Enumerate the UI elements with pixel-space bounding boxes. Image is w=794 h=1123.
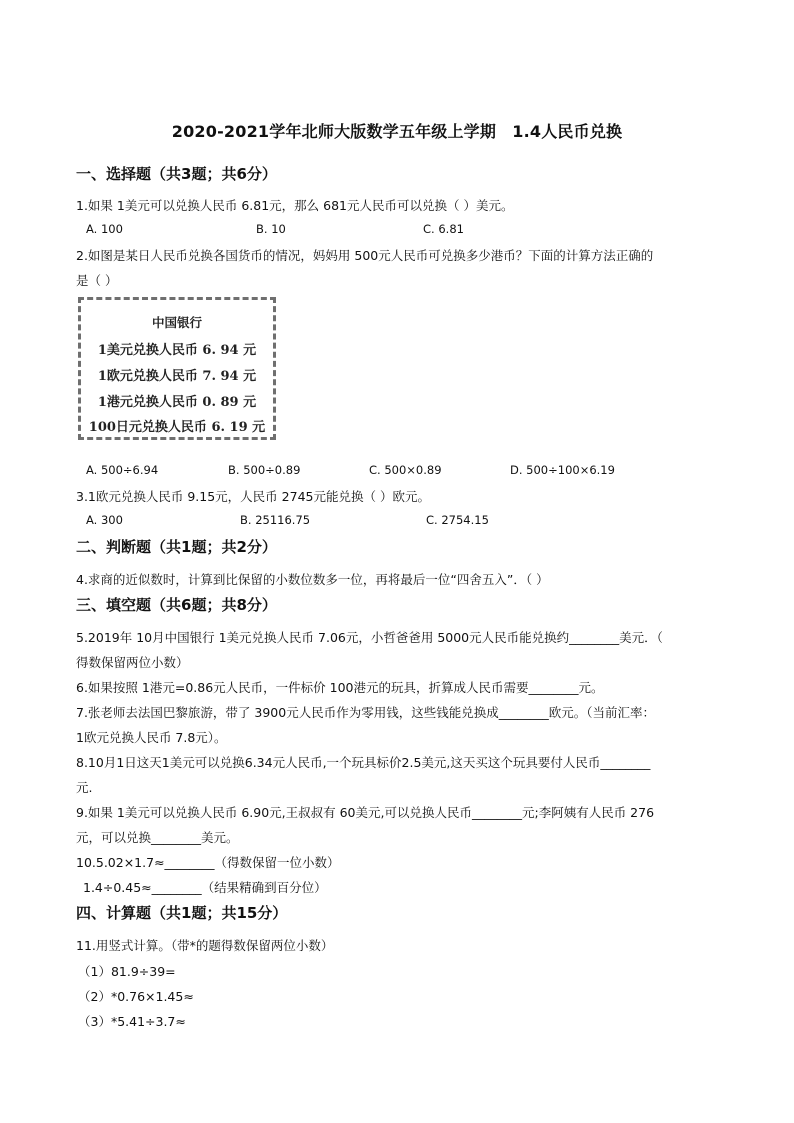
board-rate-line: 1美元兑换人民币 6. 94 元 [97,343,257,358]
question-9-line2: 元，可以兑换________美元。 [76,830,239,845]
exchange-rate-board [78,297,276,440]
question-4: 4.求商的近似数时，计算到比保留的小数位数多一位，再将最后一位“四舍五入”．（ ） [76,572,549,587]
q3-option-b: B. 25116.75 [240,513,311,527]
section-heading-calculation: 四、计算题（共1题；共15分） [76,904,288,922]
q1-option-c: C. 6.81 [423,222,464,236]
question-1: 1.如果 1美元可以兑换人民币 6.81元，那么 681元人民币可以兑换（ ）美元。 [76,198,514,213]
question-6: 6.如果按照 1港元=0.86元人民币，一件标价 100港元的玩具，折算成人民币需要________元。 [76,680,604,695]
question-10-line2: 1.4÷0.45≈________（结果精确到百分位） [83,880,327,895]
q11-item-1: （1）81.9÷39= [78,964,176,979]
q2-option-d: D. 500÷100×6.19 [510,463,615,477]
question-5-line2: 得数保留两位小数） [76,655,189,670]
section-heading-judgement: 二、判断题（共1题；共2分） [76,538,277,556]
section-heading-choice: 一、选择题（共3题；共6分） [76,165,277,183]
q2-option-b: B. 500÷0.89 [228,463,301,477]
board-rate-line: 1港元兑换人民币 0. 89 元 [97,395,257,410]
section-heading-fill-in: 三、填空题（共6题；共8分） [76,596,277,614]
board-rate-line: 1欧元兑换人民币 7. 94 元 [97,369,257,384]
page-title: 2020-2021学年北师大版数学五年级上学期 1.4人民币兑换 [171,122,623,141]
question-10-line1: 10.5.02×1.7≈________（得数保留一位小数） [76,855,340,870]
q1-option-a: A. 100 [86,222,123,236]
question-2-line1: 2.如图是某日人民币兑换各国货币的情况，妈妈用 500元人民币可兑换多少港币？下面的计算方法正确的 [76,248,654,263]
question-8-line1: 8.10月1日这天1美元可以兑换6.34元人民币,一个玩具标价2.5美元,这天买这个玩具要付人民币________ [76,755,651,770]
question-8-line2: 元. [76,780,93,795]
question-5-line1: 5.2019年 10月中国银行 1美元兑换人民币 7.06元，小哲爸爸用 5000元人民币能兑换约________美元．（ [76,630,663,645]
question-11: 11.用竖式计算。（带*的题得数保留两位小数） [76,938,334,953]
board-title: 中国银行 [151,315,202,330]
q3-option-a: A. 300 [86,513,123,527]
q2-option-a: A. 500÷6.94 [86,463,159,477]
question-7-line2: 1欧元兑换人民币 7.8元）。 [76,730,227,745]
question-7-line1: 7.张老师去法国巴黎旅游，带了 3900元人民币作为零用钱，这些钱能兑换成________欧元。（当前汇率： [76,705,655,720]
q2-option-c: C. 500×0.89 [369,463,442,477]
q11-item-2: （2）*0.76×1.45≈ [78,989,194,1004]
question-9-line1: 9.如果 1美元可以兑换人民币 6.90元,王叔叔有 60美元,可以兑换人民币________元;李阿姨有人民币 276 [76,805,655,820]
q1-option-b: B. 10 [256,222,286,236]
q11-item-3: （3）*5.41÷3.7≈ [78,1014,186,1029]
question-2-line2: 是（ ） [76,273,118,288]
question-3: 3.1欧元兑换人民币 9.15元，人民币 2745元能兑换（ ）欧元。 [76,489,430,504]
board-rate-line: 100日元兑换人民币 6. 19 元 [88,420,266,435]
q3-option-c: C. 2754.15 [426,513,489,527]
